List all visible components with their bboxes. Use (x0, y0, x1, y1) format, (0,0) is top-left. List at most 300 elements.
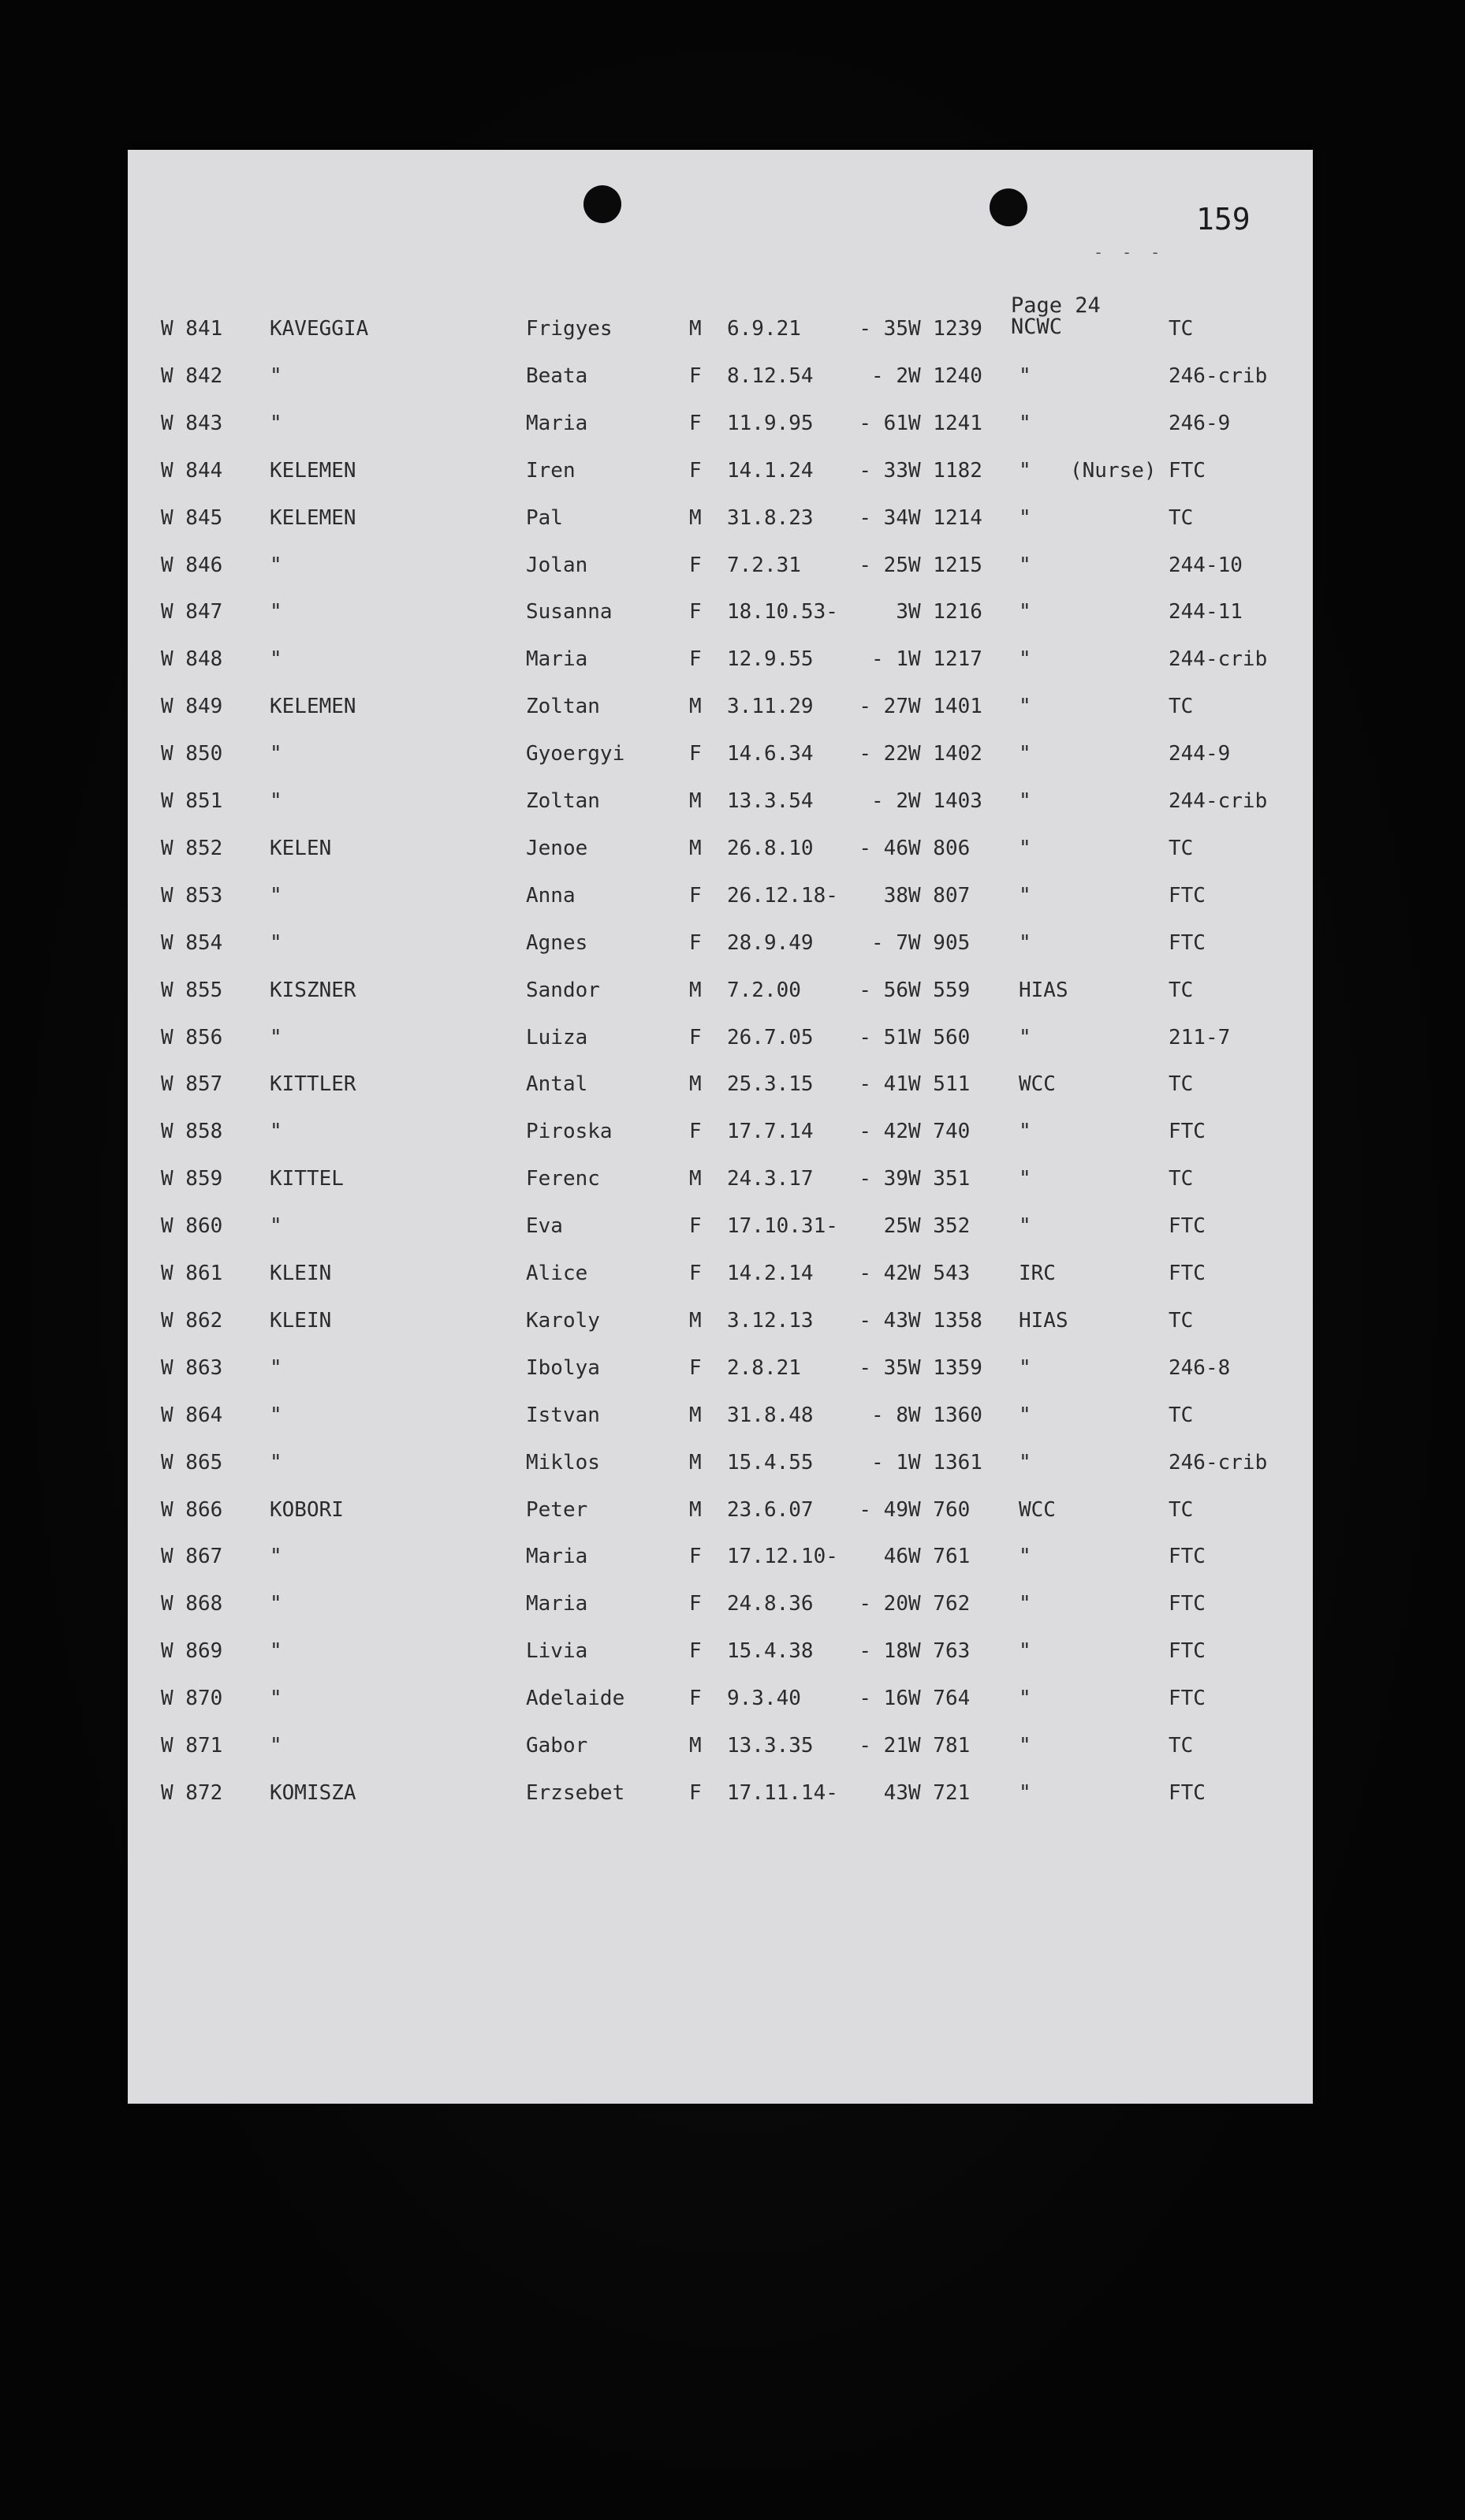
record-id: W 863 (161, 1356, 223, 1380)
record-id: W 866 (161, 1498, 223, 1522)
agency: " (1019, 506, 1031, 530)
record-id: W 871 (161, 1734, 223, 1758)
age: - 33 (859, 459, 908, 483)
sex: M (689, 979, 702, 1002)
age: - 16 (859, 1687, 908, 1710)
given-name: Antal (526, 1072, 588, 1096)
surname: KELEN (270, 837, 332, 860)
disposition: 246-8 (1169, 1356, 1231, 1380)
reference-number: W 560 (908, 1026, 971, 1049)
record-id: W 858 (161, 1120, 223, 1143)
given-name: Sandor (526, 979, 600, 1002)
surname: KOMISZA (270, 1781, 356, 1805)
agency: " (1019, 412, 1031, 435)
given-name: Anna (526, 884, 576, 908)
table-row (128, 1072, 1313, 1104)
surname: " (270, 412, 282, 435)
birth-date: 11.9.95 (727, 412, 814, 435)
age: - 42 (859, 1120, 908, 1143)
surname: KLEIN (270, 1262, 332, 1285)
birth-date: 28.9.49 (727, 931, 814, 955)
age: - 2 (871, 789, 908, 813)
agency: " (1019, 1120, 1031, 1143)
agency: " (1019, 364, 1031, 388)
record-id: W 862 (161, 1309, 223, 1333)
age: - 34 (859, 506, 908, 530)
sex: M (689, 695, 702, 718)
age: - 7 (871, 931, 908, 955)
birth-date: 12.9.55 (727, 647, 814, 671)
surname: " (270, 1026, 282, 1049)
sex: F (689, 1262, 702, 1285)
table-row (128, 1167, 1313, 1198)
record-id: W 854 (161, 931, 223, 955)
table-row (128, 364, 1313, 396)
birth-date: 2.8.21 (727, 1356, 801, 1380)
birth-date: 24.8.36 (727, 1592, 814, 1616)
age: - 61 (859, 412, 908, 435)
sex: F (689, 1781, 702, 1805)
given-name: Maria (526, 412, 588, 435)
birth-date: 17.11.14- (727, 1781, 838, 1805)
birth-date: 3.11.29 (727, 695, 814, 718)
given-name: Jenoe (526, 837, 588, 860)
given-name: Frigyes (526, 317, 613, 341)
record-id: W 859 (161, 1167, 223, 1191)
birth-date: 9.3.40 (727, 1687, 801, 1710)
agency: " (1019, 837, 1031, 860)
disposition: 246-9 (1169, 412, 1231, 435)
age: - 46 (859, 837, 908, 860)
age: - 43 (859, 1309, 908, 1333)
reference-number: W 1240 (908, 364, 982, 388)
table-row (128, 1120, 1313, 1151)
record-id: W 842 (161, 364, 223, 388)
agency: " (1019, 1734, 1031, 1758)
agency: " (1019, 1404, 1031, 1427)
reference-number: W 1403 (908, 789, 982, 813)
record-id: W 847 (161, 600, 223, 624)
surname: " (270, 1356, 282, 1380)
sex: F (689, 931, 702, 955)
disposition: 244-crib (1169, 789, 1268, 813)
agency: HIAS (1019, 979, 1068, 1002)
surname: " (270, 364, 282, 388)
record-id: W 850 (161, 742, 223, 766)
sex: M (689, 789, 702, 813)
record-id: W 865 (161, 1451, 223, 1474)
birth-date: 14.1.24 (727, 459, 814, 483)
birth-date: 17.10.31- (727, 1214, 838, 1238)
table-row (128, 695, 1313, 726)
record-id: W 846 (161, 554, 223, 577)
age: - 35 (859, 317, 908, 341)
agency: HIAS (1019, 1309, 1068, 1333)
reference-number: W 721 (908, 1781, 971, 1805)
surname: " (270, 884, 282, 908)
age: 43 (883, 1781, 908, 1805)
surname: KELEMEN (270, 695, 356, 718)
record-id: W 870 (161, 1687, 223, 1710)
given-name: Ferenc (526, 1167, 600, 1191)
surname: " (270, 1120, 282, 1143)
reference-number: W 1360 (908, 1404, 982, 1427)
disposition: TC (1169, 1498, 1194, 1522)
agency: WCC (1019, 1498, 1056, 1522)
given-name: Maria (526, 647, 588, 671)
record-id: W 855 (161, 979, 223, 1002)
sex: F (689, 884, 702, 908)
birth-date: 26.12.18- (727, 884, 838, 908)
note: (Nurse) (1070, 459, 1157, 483)
sex: M (689, 1309, 702, 1333)
surname: KAVEGGIA (270, 317, 369, 341)
agency: " (1019, 1781, 1031, 1805)
table-row (128, 317, 1313, 349)
sex: M (689, 1167, 702, 1191)
reference-number: W 543 (908, 1262, 971, 1285)
table-row (128, 1026, 1313, 1057)
sex: F (689, 1356, 702, 1380)
reference-number: W 1215 (908, 554, 982, 577)
table-row (128, 979, 1313, 1010)
disposition: 211-7 (1169, 1026, 1231, 1049)
age: - 18 (859, 1639, 908, 1663)
table-row (128, 1262, 1313, 1293)
sex: F (689, 1687, 702, 1710)
disposition: TC (1169, 317, 1194, 341)
birth-date: 7.2.31 (727, 554, 801, 577)
surname: KITTLER (270, 1072, 356, 1096)
surname: " (270, 1214, 282, 1238)
age: - 51 (859, 1026, 908, 1049)
agency: " (1019, 884, 1031, 908)
reference-number: W 1361 (908, 1451, 982, 1474)
record-id: W 860 (161, 1214, 223, 1238)
record-id: W 844 (161, 459, 223, 483)
reference-number: W 740 (908, 1120, 971, 1143)
agency: " (1019, 554, 1031, 577)
disposition: FTC (1169, 1120, 1206, 1143)
disposition: 244-10 (1169, 554, 1243, 577)
table-row (128, 1592, 1313, 1623)
agency: " (1019, 1451, 1031, 1474)
sex: F (689, 1592, 702, 1616)
birth-date: 23.6.07 (727, 1498, 814, 1522)
agency: " (1019, 1639, 1031, 1663)
surname: " (270, 742, 282, 766)
table-row (128, 884, 1313, 915)
disposition: 246-crib (1169, 1451, 1268, 1474)
birth-date: 26.7.05 (727, 1026, 814, 1049)
sex: F (689, 459, 702, 483)
sex: M (689, 837, 702, 860)
table-row (128, 1639, 1313, 1671)
sex: F (689, 412, 702, 435)
reference-number: W 559 (908, 979, 971, 1002)
given-name: Livia (526, 1639, 588, 1663)
disposition: FTC (1169, 884, 1206, 908)
surname: " (270, 1639, 282, 1663)
disposition: FTC (1169, 1781, 1206, 1805)
record-id: W 864 (161, 1404, 223, 1427)
disposition: TC (1169, 1072, 1194, 1096)
reference-number: W 511 (908, 1072, 971, 1096)
age: - 35 (859, 1356, 908, 1380)
agency: " (1019, 1592, 1031, 1616)
sex: F (689, 364, 702, 388)
surname: KISZNER (270, 979, 356, 1002)
birth-date: 31.8.23 (727, 506, 814, 530)
page-number: 159 (1196, 202, 1251, 237)
reference-number: W 1216 (908, 600, 982, 624)
disposition: FTC (1169, 1639, 1206, 1663)
table-row (128, 412, 1313, 443)
birth-date: 25.3.15 (727, 1072, 814, 1096)
disposition: TC (1169, 979, 1194, 1002)
age: - 42 (859, 1262, 908, 1285)
sex: F (689, 742, 702, 766)
birth-date: 17.12.10- (727, 1545, 838, 1568)
disposition: FTC (1169, 1214, 1206, 1238)
sex: M (689, 1072, 702, 1096)
given-name: Iren (526, 459, 576, 483)
surname: " (270, 1451, 282, 1474)
table-row (128, 554, 1313, 585)
age: - 41 (859, 1072, 908, 1096)
given-name: Zoltan (526, 789, 600, 813)
disposition: TC (1169, 506, 1194, 530)
reference-number: W 1182 (908, 459, 982, 483)
surname: " (270, 1592, 282, 1616)
given-name: Susanna (526, 600, 613, 624)
record-id: W 845 (161, 506, 223, 530)
disposition: FTC (1169, 931, 1206, 955)
age: 25 (883, 1214, 908, 1238)
given-name: Beata (526, 364, 588, 388)
given-name: Maria (526, 1592, 588, 1616)
birth-date: 13.3.35 (727, 1734, 814, 1758)
table-row (128, 600, 1313, 632)
reference-number: W 763 (908, 1639, 971, 1663)
given-name: Gabor (526, 1734, 588, 1758)
record-id: W 851 (161, 789, 223, 813)
agency: " (1019, 600, 1031, 624)
given-name: Istvan (526, 1404, 600, 1427)
given-name: Luiza (526, 1026, 588, 1049)
table-row (128, 1309, 1313, 1340)
given-name: Karoly (526, 1309, 600, 1333)
surname: " (270, 789, 282, 813)
disposition: 244-11 (1169, 600, 1243, 624)
given-name: Agnes (526, 931, 588, 955)
surname: " (270, 1545, 282, 1568)
record-id: W 853 (161, 884, 223, 908)
agency: " (1019, 742, 1031, 766)
birth-date: 24.3.17 (727, 1167, 814, 1191)
disposition: TC (1169, 1734, 1194, 1758)
agency: " (1019, 789, 1031, 813)
surname: " (270, 1404, 282, 1427)
record-id: W 856 (161, 1026, 223, 1049)
given-name: Ibolya (526, 1356, 600, 1380)
sex: M (689, 317, 702, 341)
reference-number: W 1402 (908, 742, 982, 766)
age: 38 (883, 884, 908, 908)
table-row (128, 789, 1313, 821)
table-row (128, 1498, 1313, 1530)
age: - 21 (859, 1734, 908, 1758)
agency: " (1019, 1687, 1031, 1710)
birth-date: 13.3.54 (727, 789, 814, 813)
age: 46 (883, 1545, 908, 1568)
given-name: Maria (526, 1545, 588, 1568)
surname: " (270, 600, 282, 624)
reference-number: W 1239 (908, 317, 982, 341)
record-id: W 848 (161, 647, 223, 671)
age: - 2 (871, 364, 908, 388)
disposition: TC (1169, 1309, 1194, 1333)
disposition: 246-crib (1169, 364, 1268, 388)
reference-number: W 807 (908, 884, 971, 908)
age: - 39 (859, 1167, 908, 1191)
sex: M (689, 506, 702, 530)
agency: IRC (1019, 1262, 1056, 1285)
reference-number: W 1214 (908, 506, 982, 530)
surname: " (270, 1687, 282, 1710)
agency: " (1019, 1356, 1031, 1380)
age: 3 (896, 600, 908, 624)
given-name: Alice (526, 1262, 588, 1285)
agency: WCC (1019, 1072, 1056, 1096)
disposition: TC (1169, 1404, 1194, 1427)
birth-date: 6.9.21 (727, 317, 801, 341)
sex: M (689, 1734, 702, 1758)
sex: F (689, 1026, 702, 1049)
surname: KELEMEN (270, 459, 356, 483)
agency: " (1019, 1545, 1031, 1568)
birth-date: 14.2.14 (727, 1262, 814, 1285)
record-id: W 867 (161, 1545, 223, 1568)
reference-number: W 806 (908, 837, 971, 860)
agency: " (1019, 1167, 1031, 1191)
table-row (128, 1781, 1313, 1813)
table-row (128, 837, 1313, 868)
table-row (128, 647, 1313, 679)
sex: F (689, 647, 702, 671)
reference-number: W 905 (908, 931, 971, 955)
agency: " (1019, 1026, 1031, 1049)
birth-date: 3.12.13 (727, 1309, 814, 1333)
given-name: Peter (526, 1498, 588, 1522)
age: - 1 (871, 647, 908, 671)
disposition: FTC (1169, 459, 1206, 483)
record-id: W 872 (161, 1781, 223, 1805)
birth-date: 31.8.48 (727, 1404, 814, 1427)
page-label-line1: Page 24 (1011, 293, 1101, 318)
disposition: TC (1169, 695, 1194, 718)
given-name: Adelaide (526, 1687, 625, 1710)
table-row (128, 1404, 1313, 1435)
table-row (128, 1451, 1313, 1482)
punch-hole-left (583, 185, 621, 223)
birth-date: 14.6.34 (727, 742, 814, 766)
birth-date: 8.12.54 (727, 364, 814, 388)
given-name: Pal (526, 506, 563, 530)
disposition: FTC (1169, 1262, 1206, 1285)
table-row (128, 506, 1313, 538)
document-page (128, 150, 1313, 2104)
given-name: Zoltan (526, 695, 600, 718)
table-row (128, 1356, 1313, 1388)
surname: " (270, 554, 282, 577)
agency: " (1019, 931, 1031, 955)
sex: F (689, 554, 702, 577)
agency: " (1019, 647, 1031, 671)
age: - 1 (871, 1451, 908, 1474)
disposition: TC (1169, 1167, 1194, 1191)
table-row (128, 1214, 1313, 1246)
sex: F (689, 600, 702, 624)
reference-number: W 351 (908, 1167, 971, 1191)
age: - 27 (859, 695, 908, 718)
birth-date: 15.4.38 (727, 1639, 814, 1663)
agency: " (1019, 1214, 1031, 1238)
reference-number: W 1359 (908, 1356, 982, 1380)
age: - 8 (871, 1404, 908, 1427)
age: - 20 (859, 1592, 908, 1616)
given-name: Gyoergyi (526, 742, 625, 766)
disposition: 244-crib (1169, 647, 1268, 671)
agency: " (1019, 695, 1031, 718)
disposition: 244-9 (1169, 742, 1231, 766)
record-id: W 852 (161, 837, 223, 860)
record-id: W 868 (161, 1592, 223, 1616)
given-name: Jolan (526, 554, 588, 577)
reference-number: W 761 (908, 1545, 971, 1568)
record-id: W 841 (161, 317, 223, 341)
reference-number: W 352 (908, 1214, 971, 1238)
table-row (128, 931, 1313, 963)
reference-number: W 1358 (908, 1309, 982, 1333)
table-row (128, 459, 1313, 490)
sex: M (689, 1404, 702, 1427)
disposition: FTC (1169, 1687, 1206, 1710)
surname: " (270, 931, 282, 955)
disposition: FTC (1169, 1545, 1206, 1568)
record-id: W 843 (161, 412, 223, 435)
age: - 49 (859, 1498, 908, 1522)
surname: KLEIN (270, 1309, 332, 1333)
sex: M (689, 1451, 702, 1474)
sex: F (689, 1120, 702, 1143)
sex: M (689, 1498, 702, 1522)
surname: KOBORI (270, 1498, 344, 1522)
age: - 22 (859, 742, 908, 766)
sex: F (689, 1639, 702, 1663)
reference-number: W 781 (908, 1734, 971, 1758)
reference-number: W 1401 (908, 695, 982, 718)
agency: " (1019, 459, 1031, 483)
table-row (128, 742, 1313, 774)
record-id: W 849 (161, 695, 223, 718)
surname: KELEMEN (270, 506, 356, 530)
age: - 56 (859, 979, 908, 1002)
given-name: Eva (526, 1214, 563, 1238)
table-row (128, 1687, 1313, 1718)
surname: " (270, 1734, 282, 1758)
record-id: W 861 (161, 1262, 223, 1285)
